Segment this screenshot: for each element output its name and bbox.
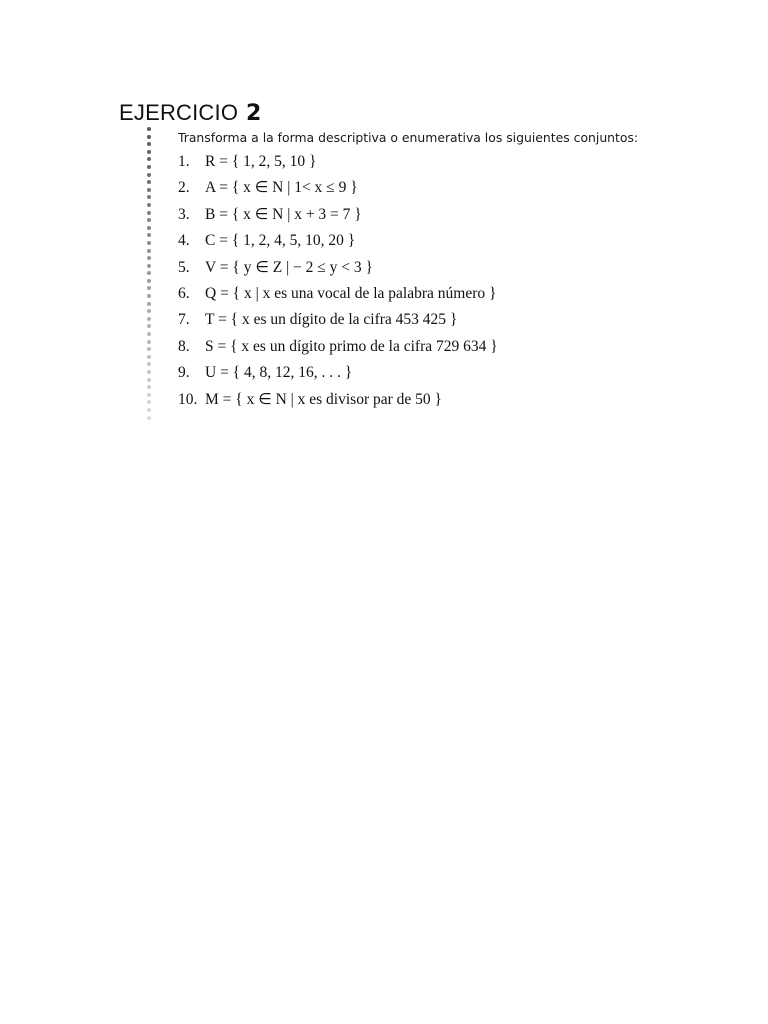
margin-dot [147, 302, 151, 306]
list-item [178, 281, 498, 307]
margin-dot [147, 286, 151, 290]
item-text: B = { x ∈ N | x + 3 = 7 } [205, 205, 362, 223]
margin-dot [147, 241, 151, 245]
exercise-heading-word: EJERCICIO [119, 100, 239, 125]
item-text: V = { y ∈ Z | − 2 ≤ y < 3 } [205, 258, 373, 276]
list-item [178, 334, 498, 360]
list-item [178, 387, 498, 413]
margin-dot [147, 400, 151, 404]
item-text: S = { x es un dígito primo de la cifra 729 634 } [205, 337, 498, 355]
margin-dot [147, 180, 151, 184]
item-number: 6. [178, 284, 190, 302]
item-number: 3. [178, 205, 190, 223]
margin-dot [147, 233, 151, 237]
margin-dot [147, 355, 151, 359]
item-text: U = { 4, 8, 12, 16, . . . } [205, 364, 353, 382]
margin-dot [147, 127, 151, 131]
margin-dot [147, 332, 151, 336]
exercise-instruction: Transforma a la forma descriptiva o enumerativa los siguientes conjuntos: [178, 130, 639, 145]
margin-dot [147, 203, 151, 207]
margin-dot [147, 378, 151, 382]
margin-dot [147, 362, 151, 366]
item-number: 8. [178, 337, 190, 355]
item-number: 5. [178, 258, 190, 276]
set-list [178, 149, 498, 413]
item-number: 1. [178, 153, 190, 170]
margin-dot [147, 347, 151, 351]
list-item [178, 202, 498, 228]
item-text: T = { x es un dígito de la cifra 453 425 } [205, 311, 458, 329]
margin-dot [147, 393, 151, 397]
margin-dot [147, 173, 151, 177]
item-text: A = { x ∈ N | 1< x ≤ 9 } [205, 179, 358, 197]
margin-dot [147, 188, 151, 192]
margin-dot [147, 416, 151, 420]
item-text: R = { 1, 2, 5, 10 } [205, 153, 317, 170]
item-text: Q = { x | x es una vocal de la palabra número } [205, 284, 497, 302]
item-number: 4. [178, 232, 190, 250]
margin-dot [147, 340, 151, 344]
margin-dot [147, 264, 151, 268]
item-text: M = { x ∈ N | x es divisor par de 50 } [205, 390, 442, 408]
item-number: 7. [178, 311, 190, 329]
list-item [178, 228, 498, 254]
list-item [178, 307, 498, 333]
exercise-heading [119, 98, 262, 129]
item-number: 2. [178, 179, 190, 197]
exercise-heading-number: 2 [246, 101, 262, 126]
margin-dot [147, 142, 151, 146]
margin-dot [147, 195, 151, 199]
margin-dot [147, 157, 151, 161]
margin-dot [147, 370, 151, 374]
margin-dot [147, 249, 151, 253]
list-item [178, 175, 498, 201]
margin-dot [147, 226, 151, 230]
item-number: 10. [178, 390, 198, 408]
margin-dot [147, 165, 151, 169]
margin-dot [147, 279, 151, 283]
item-number: 9. [178, 364, 190, 382]
margin-dot [147, 150, 151, 154]
margin-dot [147, 294, 151, 298]
margin-dot [147, 135, 151, 139]
margin-dot [147, 385, 151, 389]
list-item [178, 360, 498, 386]
list-item [178, 149, 498, 175]
margin-dot [147, 317, 151, 321]
margin-dot [147, 271, 151, 275]
list-item [178, 255, 498, 281]
item-text: C = { 1, 2, 4, 5, 10, 20 } [205, 232, 356, 250]
margin-dot [147, 324, 151, 328]
margin-dot [147, 211, 151, 215]
margin-dot [147, 309, 151, 313]
margin-dot [147, 256, 151, 260]
margin-dot [147, 218, 151, 222]
dotted-margin-line [146, 127, 152, 423]
margin-dot [147, 408, 151, 412]
